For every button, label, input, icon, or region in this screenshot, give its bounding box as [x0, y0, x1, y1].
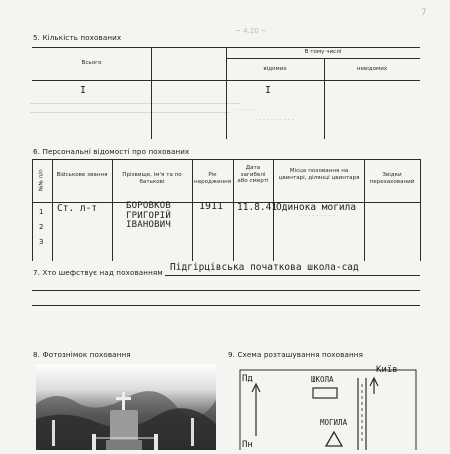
section-title: 7. Хто шефствує над похованням — [33, 268, 163, 277]
person-rank: Ст. л-т — [57, 203, 98, 214]
fill-line — [32, 290, 420, 291]
scheme-label-north: Пн — [242, 440, 253, 450]
scheme-label-south: Пд — [242, 374, 253, 384]
row-number: 2 — [39, 223, 44, 231]
col-header-burial-place: Місце поховання на цвинтарі, ділянці цвинтаря — [278, 168, 360, 181]
col-header-total: Всього — [81, 60, 102, 66]
person-surname: БОРОВКОВ — [126, 201, 171, 211]
table-rule — [32, 159, 33, 261]
row-number: 3 — [39, 238, 44, 246]
person-first-name: ГРИГОРІЙ — [126, 210, 171, 221]
table-rule — [192, 159, 193, 261]
ghost-text: - - - - - - - - - - — [255, 116, 294, 123]
person-death-date: 11.8.41 — [237, 202, 278, 213]
table-rule — [112, 159, 113, 261]
section-title: 6. Персональні відомості про похованих — [33, 147, 190, 156]
location-scheme — [236, 364, 420, 450]
col-header-death-date: Дата загибелі або смерті — [237, 165, 269, 185]
table-rule — [364, 159, 365, 261]
fill-line — [32, 305, 420, 306]
person-name — [126, 202, 171, 231]
page-corner-mark: 7 — [421, 8, 427, 18]
person-burial-place: Одинока могила — [276, 202, 357, 213]
col-header-name: Прізвище, ім'я та по батькові — [122, 172, 182, 185]
col-header-reburied-from: Звідки перезахований — [369, 172, 415, 185]
section-title: 9. Схема розташування поховання — [228, 350, 364, 359]
col-header-number: №№ п/п — [38, 169, 45, 192]
scheme-label-kyiv: Київ — [376, 365, 398, 375]
section-title: 8. Фотознімок поховання — [33, 350, 131, 359]
row-number: 1 — [39, 208, 44, 216]
table-rule — [233, 159, 234, 261]
table-rule — [52, 159, 53, 261]
person-patronymic: ІВАНОВИЧ — [126, 220, 171, 230]
ghost-line — [30, 103, 240, 104]
col-header-unknown: невідомих — [356, 66, 388, 72]
col-header-birth-year: Рік народження — [194, 172, 232, 185]
ghost-line — [30, 112, 230, 113]
ghost-text: - - - - - - - - - — [300, 212, 335, 219]
known-value: I — [265, 85, 272, 96]
scheme-label-grave: МОГИЛА — [320, 418, 348, 427]
scheme-label-school: ШКОЛА — [311, 375, 334, 384]
table-rule — [226, 47, 227, 139]
ghost-text: - - - - - — [235, 106, 254, 113]
col-header-known: відомих — [263, 66, 287, 72]
person-birth-year: 1911 — [199, 201, 224, 212]
table-rule — [226, 58, 420, 59]
table-rule — [151, 47, 152, 139]
table-rule — [32, 159, 420, 160]
section-title: 5. Кількість похованих — [33, 33, 122, 42]
grave-photo-image — [36, 364, 216, 450]
table-rule — [420, 159, 421, 261]
col-header-rank: Військове звання — [56, 172, 108, 178]
fill-line — [165, 275, 420, 276]
col-header-in-number: В тому числі — [304, 49, 342, 55]
patron-value: Підгірцівська початкова школа-сад — [170, 262, 359, 273]
ghost-text: ~ 4.20 ~ — [235, 27, 267, 35]
grave-photo — [36, 364, 216, 450]
total-value: I — [80, 85, 87, 96]
